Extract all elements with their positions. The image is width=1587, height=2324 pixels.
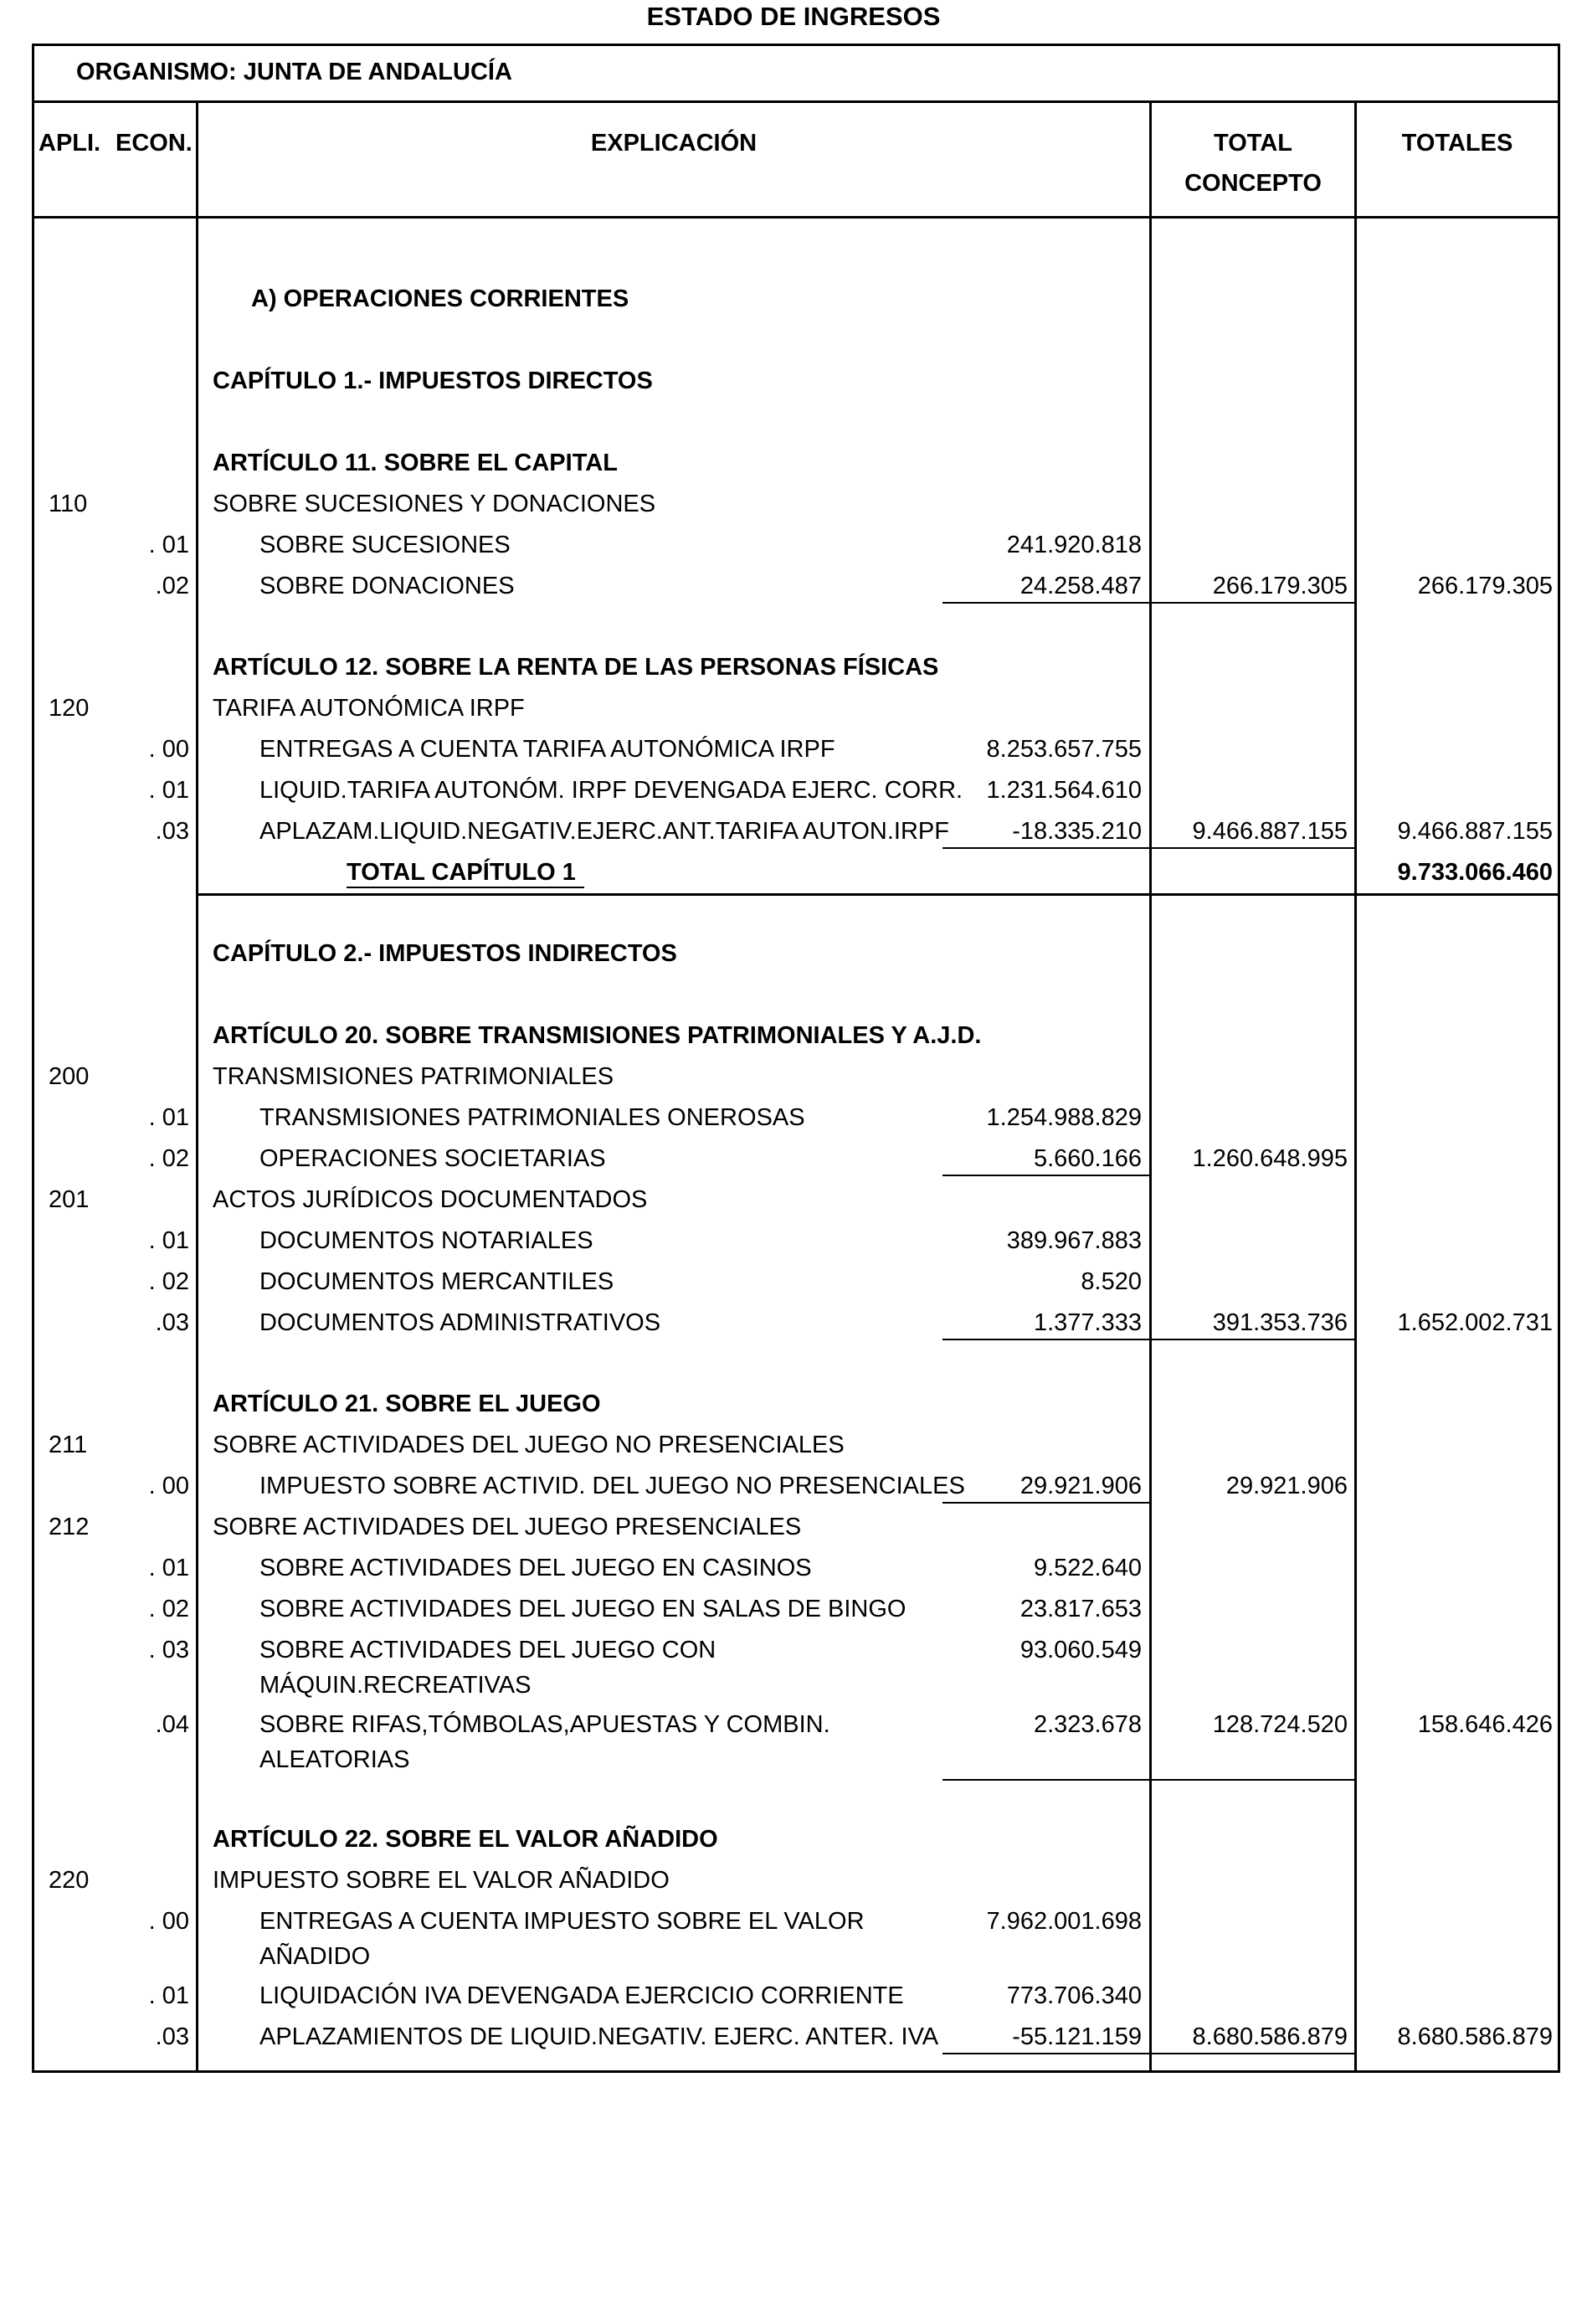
row-description: SOBRE RIFAS,TÓMBOLAS,APUESTAS Y COMBIN. ALEATORIAS [259, 1711, 830, 1773]
econ-code: .03 [155, 2023, 189, 2050]
apli-code: 200 [49, 1063, 90, 1090]
concepto-underline [1152, 2053, 1354, 2054]
row-description: ARTÍCULO 21. SOBRE EL JUEGO [213, 1391, 601, 1417]
row-description: CAPÍTULO 1.- IMPUESTOS DIRECTOS [213, 368, 653, 394]
amount-value: 1.231.564.610 [986, 777, 1142, 804]
row-description: ENTREGAS A CUENTA IMPUESTO SOBRE EL VALOR AÑADIDO [259, 1908, 865, 1970]
concepto-underline [1152, 1339, 1354, 1340]
total-row-rule [198, 893, 1558, 896]
header-apli: APLI. [39, 130, 101, 157]
amount-value: 24.258.487 [1019, 573, 1142, 599]
econ-code: . 01 [148, 777, 189, 804]
totales-value: 8.680.586.879 [1397, 2023, 1553, 2050]
amount-underline [942, 1502, 1149, 1504]
col-rule-econ [196, 100, 198, 2073]
apli-code: 120 [49, 695, 90, 722]
econ-code: . 01 [148, 532, 189, 558]
row-description: ARTÍCULO 20. SOBRE TRANSMISIONES PATRIMONIALES Y A.J.D. [213, 1022, 982, 1049]
amount-value: 8.520 [1081, 1268, 1142, 1295]
organism-label: ORGANISMO: JUNTA DE ANDALUCÍA [76, 59, 512, 85]
amount-value: 773.706.340 [1006, 1982, 1142, 2009]
row-description: SOBRE ACTIVIDADES DEL JUEGO EN SALAS DE BINGO [259, 1596, 906, 1622]
econ-code: . 00 [148, 1908, 189, 1935]
apli-code: 220 [49, 1867, 90, 1894]
amount-underline [942, 1175, 1149, 1176]
econ-code: .02 [155, 573, 189, 599]
amount-value: 1.254.988.829 [986, 1104, 1142, 1131]
row-description: A) OPERACIONES CORRIENTES [251, 285, 629, 312]
total-concepto-value: 8.680.586.879 [1192, 2023, 1348, 2050]
row-description: TRANSMISIONES PATRIMONIALES ONEROSAS [259, 1104, 805, 1131]
apli-code: 110 [49, 491, 88, 517]
row-description: LIQUIDACIÓN IVA DEVENGADA EJERCICIO CORRIENTE [259, 1982, 904, 2009]
total-concepto-value: 29.921.906 [1225, 1473, 1348, 1499]
econ-code: . 01 [148, 1104, 189, 1131]
econ-code: . 00 [148, 736, 189, 763]
totales-value: 158.646.426 [1417, 1711, 1553, 1738]
econ-code: . 01 [148, 1555, 189, 1581]
econ-code: . 01 [148, 1227, 189, 1254]
page-title: ESTADO DE INGRESOS [646, 2, 941, 31]
amount-value: 9.522.640 [1033, 1555, 1142, 1581]
row-description: SOBRE SUCESIONES Y DONACIONES [213, 491, 656, 517]
total-concepto-value: 9.466.887.155 [1192, 818, 1348, 845]
total-concepto-value: 128.724.520 [1212, 1711, 1348, 1738]
amount-value: 8.253.657.755 [986, 736, 1142, 763]
apli-code: 212 [49, 1514, 90, 1540]
row-description: DOCUMENTOS NOTARIALES [259, 1227, 593, 1254]
header-top-rule [32, 100, 1560, 103]
total-concepto-value: 1.260.648.995 [1192, 1145, 1348, 1172]
amount-underline [942, 602, 1149, 604]
header-totales: TOTALES [1401, 130, 1513, 157]
row-description: TRANSMISIONES PATRIMONIALES [213, 1063, 614, 1090]
header-bottom-rule [32, 216, 1560, 219]
apli-code: 211 [49, 1432, 88, 1458]
row-description: ARTÍCULO 11. SOBRE EL CAPITAL [213, 450, 618, 476]
col-rule-amount [1149, 100, 1152, 2073]
row-description: ENTREGAS A CUENTA TARIFA AUTONÓMICA IRPF [259, 736, 835, 763]
econ-code: . 02 [148, 1145, 189, 1172]
amount-underline [942, 847, 1149, 849]
amount-value: 2.323.678 [1033, 1711, 1142, 1738]
row-description: DOCUMENTOS MERCANTILES [259, 1268, 614, 1295]
econ-code: . 00 [148, 1473, 189, 1499]
row-description: CAPÍTULO 2.- IMPUESTOS INDIRECTOS [213, 940, 677, 967]
row-description: IMPUESTO SOBRE EL VALOR AÑADIDO [213, 1867, 670, 1894]
amount-value: 29.921.906 [1019, 1473, 1142, 1499]
row-description: TARIFA AUTONÓMICA IRPF [213, 695, 525, 722]
header-total-concepto-1: TOTAL [1214, 130, 1292, 157]
econ-code: .04 [155, 1711, 189, 1738]
row-description: SOBRE ACTIVIDADES DEL JUEGO PRESENCIALES [213, 1514, 802, 1540]
row-description: IMPUESTO SOBRE ACTIVID. DEL JUEGO NO PRESENCIALES [259, 1473, 965, 1499]
apli-code: 201 [49, 1186, 90, 1213]
econ-code: . 02 [148, 1268, 189, 1295]
row-description: SOBRE DONACIONES [259, 573, 515, 599]
totales-value: 9.733.066.460 [1397, 859, 1553, 886]
row-description: SOBRE SUCESIONES [259, 532, 511, 558]
amount-value: 1.377.333 [1033, 1309, 1142, 1336]
row-description: SOBRE ACTIVIDADES DEL JUEGO NO PRESENCIALES [213, 1432, 845, 1458]
amount-value: -18.335.210 [1012, 818, 1142, 845]
header-total-concepto-2: CONCEPTO [1184, 170, 1322, 197]
header-explicacion: EXPLICACIÓN [590, 130, 758, 157]
econ-code: .03 [155, 1309, 189, 1336]
amount-value: -55.121.159 [1012, 2023, 1142, 2050]
amount-value: 23.817.653 [1019, 1596, 1142, 1622]
row-description: OPERACIONES SOCIETARIAS [259, 1145, 606, 1172]
col-rule-totales [1354, 100, 1357, 2073]
total-concepto-value: 391.353.736 [1212, 1309, 1348, 1336]
amount-underline [942, 2053, 1149, 2054]
row-description: ARTÍCULO 12. SOBRE LA RENTA DE LAS PERSONAS FÍSICAS [213, 654, 939, 681]
concepto-underline [1152, 847, 1354, 849]
amount-underline [942, 1339, 1149, 1340]
amount-value: 5.660.166 [1033, 1145, 1142, 1172]
header-econ: ECON. [116, 130, 193, 157]
amount-value: 7.962.001.698 [986, 1908, 1142, 1935]
row-description: ARTÍCULO 22. SOBRE EL VALOR AÑADIDO [213, 1826, 718, 1853]
row-description: SOBRE ACTIVIDADES DEL JUEGO EN CASINOS [259, 1555, 812, 1581]
econ-code: .03 [155, 818, 189, 845]
total-concepto-value: 266.179.305 [1212, 573, 1348, 599]
row-description: LIQUID.TARIFA AUTONÓM. IRPF DEVENGADA EJERC. CORR. [259, 777, 963, 804]
totales-value: 1.652.002.731 [1397, 1309, 1553, 1336]
row-description: ACTOS JURÍDICOS DOCUMENTADOS [213, 1186, 648, 1213]
amount-value: 241.920.818 [1006, 532, 1142, 558]
row-description: SOBRE ACTIVIDADES DEL JUEGO CON MÁQUIN.RECREATIVAS [259, 1637, 716, 1699]
row-description: APLAZAM.LIQUID.NEGATIV.EJERC.ANT.TARIFA AUTON.IRPF [259, 818, 949, 845]
econ-code: . 03 [148, 1637, 189, 1663]
amount-underline [942, 1779, 1149, 1781]
totales-value: 9.466.887.155 [1397, 818, 1553, 845]
totales-value: 266.179.305 [1417, 573, 1553, 599]
concepto-underline [1152, 1779, 1354, 1781]
row-description: DOCUMENTOS ADMINISTRATIVOS [259, 1309, 661, 1336]
row-description: TOTAL CAPÍTULO 1 [347, 859, 576, 886]
econ-code: . 02 [148, 1596, 189, 1622]
total-underline [347, 887, 584, 888]
concepto-underline [1152, 602, 1354, 604]
amount-value: 389.967.883 [1006, 1227, 1142, 1254]
amount-value: 93.060.549 [1019, 1637, 1142, 1663]
row-description: APLAZAMIENTOS DE LIQUID.NEGATIV. EJERC. ANTER. IVA [259, 2023, 939, 2050]
econ-code: . 01 [148, 1982, 189, 2009]
